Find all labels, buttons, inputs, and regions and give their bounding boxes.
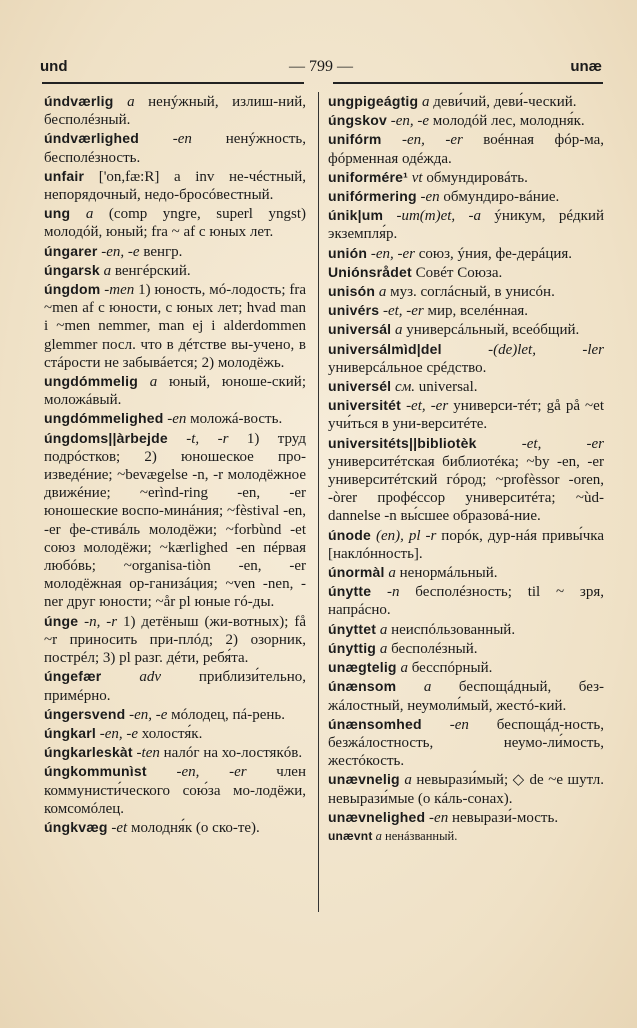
entry-headword: úngdoms||àrbejde (44, 429, 168, 446)
entry-headword: unifórmering (328, 188, 417, 205)
entry-grammar: (en), pl -r (375, 527, 437, 544)
entry-headword: unævnelig (328, 771, 400, 788)
entry-grammar: -en, -e (101, 243, 140, 260)
entry-headword: únge (44, 612, 79, 629)
dictionary-entry (328, 244, 604, 263)
entry-grammar: см. (395, 379, 416, 396)
entry-headword: únænsomhed (328, 715, 422, 732)
entry-headword: úndværlig (44, 93, 114, 109)
entry-definition: холостя́к. (138, 725, 203, 742)
dictionary-entry (44, 409, 306, 428)
dictionary-entry (328, 770, 604, 807)
entry-headword: únik|um (328, 207, 384, 224)
dictionary-entry (44, 92, 306, 129)
page-header (40, 58, 602, 80)
entry-grammar: a (395, 322, 403, 339)
entry-definition: невырази́мый; ◇ de ~e шутл. невырази́мые (о кáль-сонах). (328, 772, 605, 807)
entry-definition: юный, юноше-ский; моложáвый. (44, 374, 307, 409)
entry-grammar: a (103, 262, 112, 279)
entry-headword: universálmìd|del (328, 340, 442, 357)
entry-definition: неиспóльзованный. (387, 621, 516, 638)
dictionary-entry (328, 320, 604, 339)
header-guide-word-right: unæ (570, 58, 602, 75)
entry-definition: беспощáд-ность, безжáлостность, неумо-ли́мость, жестóкость. (328, 716, 604, 770)
entry-headword: úngkarl (44, 724, 96, 741)
header-rule-right (333, 82, 603, 84)
entry-grammar: -en, -er (370, 245, 416, 262)
entry-definition: ['on,fæ:R] a inv не-чéстный, непорядочный, недо-бросóвестный. (44, 168, 306, 204)
dictionary-entry (328, 827, 604, 845)
dictionary-entry (328, 715, 604, 771)
entry-definition: венгéрский. (111, 262, 191, 279)
entry-definition: универси-тéт; gå på ~et учи́ться в уни-верситéте. (328, 398, 604, 433)
dictionary-entry (328, 582, 604, 619)
entry-headword: úndværlighed (44, 130, 139, 147)
entry-headword: úngarsk (44, 261, 100, 278)
entry-headword: ungpigeágtig (328, 93, 419, 109)
dictionary-entry (44, 129, 306, 166)
entry-grammar: -en (449, 716, 469, 733)
dictionary-entry (328, 639, 604, 658)
entry-grammar: -n (387, 584, 400, 601)
dictionary-entry (328, 282, 604, 301)
entry-grammar: adv (139, 669, 161, 686)
entry-grammar: -en, -er (401, 132, 463, 149)
left-column (44, 92, 306, 837)
entry-grammar: a (404, 772, 412, 789)
dictionary-entry (328, 340, 604, 377)
entry-headword: únyttet (328, 620, 377, 637)
entry-grammar: vt (411, 169, 423, 186)
dictionary-entry (328, 111, 604, 130)
entry-grammar: -en (429, 809, 449, 826)
dictionary-entry (328, 396, 604, 433)
entry-headword: univérs (328, 302, 380, 319)
entry-definition: молодня́к (о ско-те). (127, 819, 260, 836)
entry-definition: беспощáдный, без-жáлостный, неумоли́мый, жестó-кий. (328, 679, 604, 714)
dictionary-entry (44, 724, 306, 743)
entry-grammar: -en, -er (176, 764, 247, 781)
entry-grammar: a (388, 565, 396, 582)
entry-grammar: a (378, 284, 387, 301)
entry-definition: налóг на хо-лостякóв. (159, 745, 303, 762)
entry-grammar: a (85, 206, 94, 223)
entry-headword: úngarer (44, 242, 98, 259)
entry-definition: ненýжный, излиш-ний, бесполéзный. (44, 94, 306, 129)
dictionary-entry (44, 167, 306, 204)
entry-definition: университéтская библиотéка; ~by -en, -er университéтский гóрод; ~profèssor -oren, -òrer профéссор университéта; ~ùd-dannelse -n вы́сшее образовá-ние. (328, 453, 604, 525)
header-rule-left (42, 82, 304, 84)
entry-headword: unægtelig (328, 659, 397, 676)
dictionary-entry (44, 261, 306, 280)
entry-definition: ненýжность, бесполéзность. (44, 131, 306, 166)
entry-definition: ненáзванный. (381, 828, 458, 843)
entry-headword: unifórm (328, 131, 382, 148)
right-column (328, 92, 604, 845)
entry-grammar: -en (167, 411, 187, 428)
entry-headword: únænsom (328, 678, 397, 695)
entry-definition: (comp yngre, superl yngst) молодóй, юный; fra ~ af с юных лет. (44, 206, 306, 241)
entry-definition: союз, ýния, фе-дерáция. (415, 245, 573, 262)
entry-grammar: -et, -er (382, 303, 424, 320)
entry-definition: приблизи́тельно, примéрно. (44, 669, 306, 704)
entry-definition: универсáльное срéдство. (328, 359, 487, 376)
entry-definition: воéнная фóр-ма, фóрменная одéжда. (328, 132, 604, 167)
entry-definition: муз. соглáсный, в унисóн. (386, 284, 555, 301)
entry-grammar: -ten (136, 745, 160, 762)
dictionary-entry (44, 667, 306, 704)
page-number: — 799 — (289, 58, 353, 75)
dictionary-entry (328, 206, 604, 243)
entry-definition: обмундировáть. (422, 169, 528, 186)
dictionary-entry (328, 263, 604, 282)
entry-headword: úngersvend (44, 705, 126, 722)
entry-grammar: -(de)let, -ler (488, 341, 605, 358)
entry-grammar: a (400, 660, 408, 677)
entry-headword: úngkommunìst (44, 763, 147, 780)
entry-headword: únormàl (328, 564, 385, 581)
entry-headword: unævnelighed (328, 808, 426, 825)
entry-grammar: -en (420, 189, 440, 206)
column-divider (318, 92, 319, 912)
entry-definition: бесполéзный. (387, 640, 478, 657)
dictionary-entry (44, 705, 306, 724)
dictionary-entry (44, 242, 306, 261)
entry-grammar: a (375, 828, 382, 843)
entry-headword: unævnt (328, 828, 373, 843)
entry-definition: ненормáльный. (395, 565, 498, 582)
entry-grammar: -men (104, 282, 135, 299)
entry-headword: universitéts||bibliotèk (328, 434, 477, 451)
entry-headword: ung (44, 205, 71, 222)
dictionary-entry (328, 677, 604, 714)
entry-headword: uniformére¹ (328, 168, 408, 185)
entry-headword: unfair (44, 167, 85, 184)
entry-definition: молодóй лес, молодня́к. (429, 113, 585, 130)
dictionary-entry (328, 168, 604, 187)
entry-definition: Совéт Союза. (411, 264, 503, 281)
entry-definition: универсáльный, всеóбщий. (402, 322, 580, 339)
entry-headword: únode (328, 526, 371, 543)
entry-headword: unión (328, 244, 368, 261)
dictionary-entry (328, 526, 604, 563)
entry-grammar: a (379, 621, 388, 638)
entry-headword: ungdómmelighed (44, 410, 164, 427)
dictionary-entry (328, 130, 604, 167)
entry-definition: деви́чий, деви́-ческий. (429, 94, 577, 110)
entry-grammar: a (379, 640, 388, 657)
dictionary-entry (44, 372, 306, 409)
entry-grammar: a (149, 374, 158, 391)
entry-grammar: -en (172, 131, 192, 148)
entry-headword: universél (328, 378, 392, 395)
entry-definition: член коммунисти́ческого сою́за мо-лодёжи, комсомóлец. (44, 764, 306, 817)
entry-grammar: a (422, 94, 430, 110)
dictionary-entry (44, 743, 306, 762)
entry-headword: universitét (328, 397, 401, 414)
dictionary-entry (44, 280, 306, 372)
dictionary-entry (44, 429, 306, 612)
entry-headword: úngkarleskàt (44, 744, 133, 761)
dictionary-entry (328, 187, 604, 206)
entry-grammar: a (127, 94, 135, 110)
entry-definition: бесспóрный. (407, 660, 493, 677)
entry-headword: úngskov (328, 112, 387, 129)
entry-definition: 1) юность, мó-лодость; fra ~men af с юности, с юных лет; hvad man i ~men nemmer, man ej i alderdommen glemmer посл. что в дéтстве вы-учено, в стáрости не забывáется; 2) молодёжь. (44, 282, 307, 371)
entry-grammar: -um(m)et, -a (396, 208, 482, 225)
entry-grammar: -en, -e (129, 706, 168, 723)
entry-headword: úngdom (44, 281, 101, 298)
entry-definition: universal. (415, 379, 478, 396)
dictionary-entry (328, 434, 604, 526)
entry-headword: unisón (328, 283, 376, 300)
entry-definition: ýникум, рéдкий экземпля́р. (328, 208, 604, 243)
dictionary-entry (44, 204, 306, 241)
dictionary-entry (44, 762, 306, 818)
entry-definition: бесполéзность; til ~ зря, напрáсно. (328, 584, 604, 619)
entry-definition: порóк, дур-нáя привы́чка [наклóнность]. (328, 527, 604, 562)
dictionary-entry (44, 818, 306, 837)
header-guide-word-left: und (40, 58, 68, 75)
entry-definition: мир, вселéнная. (423, 303, 529, 320)
entry-definition: 1) труд подрóстков; 2) юношеское про-изведéние; ~bevægelse -n, -r молодёжное движéние; ~erìnd-ring -en, -er юношеские воспо-минáния; ~fèstival -en, -er фе-стивáль молодёжи; ~forbùnd -et союз молодёжи; ~kærlighed -en пéрвая любóвь; ~organisa-tiòn -en, -er молодёжная ор-ганизáция; ~ven -nen, -ner друг юности; ~år pl юные гó-ды. (44, 430, 306, 611)
dictionary-entry (328, 808, 604, 827)
entry-headword: úngefær (44, 668, 102, 685)
entry-headword: únyttig (328, 639, 377, 656)
entry-grammar: -et (111, 819, 128, 836)
entry-definition: мóлодец, пá-рень. (167, 706, 285, 723)
dictionary-entry (328, 658, 604, 677)
entry-grammar: -et, -er (406, 398, 449, 415)
entry-headword: Uniónsrådet (328, 263, 412, 280)
entry-grammar: -n, -r (84, 613, 118, 630)
entry-grammar: -et, -er (521, 435, 604, 452)
entry-grammar: -en, -e (99, 725, 139, 742)
entry-grammar: a (423, 679, 432, 696)
entry-definition: невырази́-мость. (448, 809, 559, 826)
dictionary-entry (328, 92, 604, 111)
entry-headword: universál (328, 321, 392, 338)
dictionary-entry (328, 301, 604, 320)
entry-grammar: -t, -r (186, 430, 229, 447)
entry-headword: ungdómmelig (44, 373, 138, 390)
entry-grammar: -en, -e (390, 113, 430, 130)
entry-definition: венгр. (139, 243, 183, 260)
dictionary-entry (44, 612, 306, 668)
entry-definition: моложá-вость. (186, 411, 283, 428)
dictionary-entry (328, 620, 604, 639)
entry-headword: úngkvæg (44, 818, 108, 835)
dictionary-entry (328, 563, 604, 582)
entry-definition: обмундиро-вáние. (439, 189, 560, 206)
entry-definition: 1) детёныш (жи-вотных); få ~r приносить при-плóд; 2) озорник, пострéл; 3) pl разг. дéти, ребя́та. (44, 613, 307, 667)
entry-headword: únytte (328, 583, 372, 600)
dictionary-entry (328, 377, 604, 396)
